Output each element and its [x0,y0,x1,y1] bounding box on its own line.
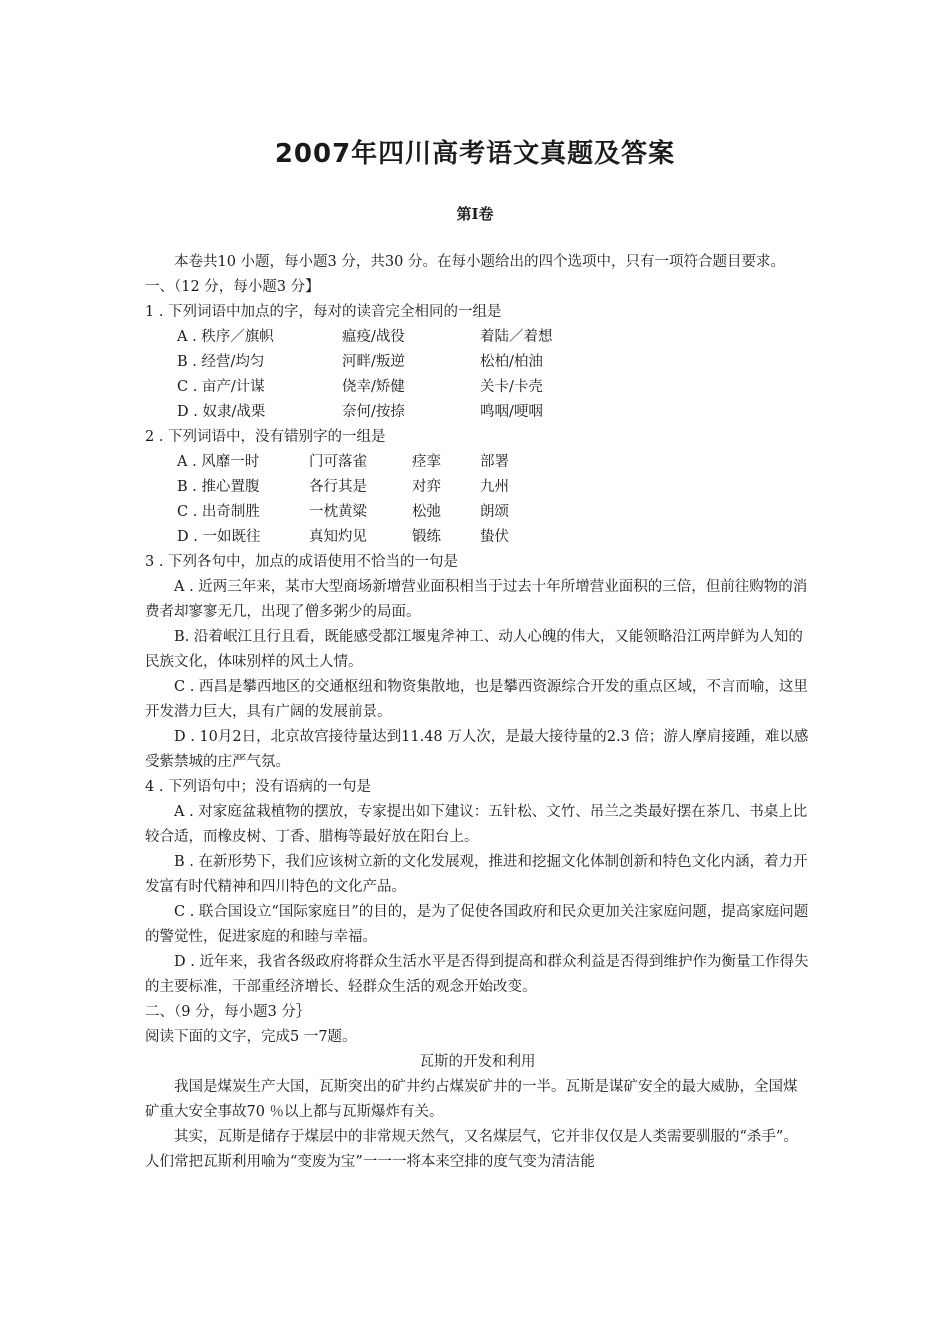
question-3-stem: 3 . 下列各句中，加点的成语使用不恰当的一句是 [145,554,459,570]
passage-paragraph-2: 其实，瓦斯是储存于煤层中的非常规天然气，又名煤层气，它并非仅仅是人类需要驯服的“杀手”。人们常把瓦斯利用喻为“变废为宝”一一一将本来空排的度气变为清洁能 [145,1129,798,1170]
question-4-stem: 4 . 下列语句中；没有语病的一句是 [145,779,372,795]
q2-option-b: B . 推心置腹 各行其是 对弈 九州 [177,479,509,495]
q2-option-c: C . 出奇制胜 一枕黄粱 松弛 朗颂 [177,504,509,520]
doc-body [145,250,810,1175]
passage-paragraph-1: 我国是煤炭生产大国，瓦斯突出的矿井约占煤炭矿井的一半。瓦斯是谋矿安全的最大威胁，全国煤矿重大安全事故70 ％以上都与瓦斯爆炸有关。 [145,1079,798,1120]
q2-option-d: D . 一如既往 真知灼见 锻练 蛰伏 [177,529,509,545]
section-heading-2: 二、（9 分，每小题3 分｝ [145,1004,311,1020]
q1-option-b: B . 经营/均匀 河畔/叛逆 松柏/柏油 [177,354,543,370]
q4-option-b: B . 在新形势下，我们应该树立新的文化发展观，推进和挖掘文化体制创新和特色文化内涵，着力开发富有时代精神和四川特色的文化产品。 [145,854,808,895]
q1-option-a: A . 秩序／旗帜 瘟疫/战役 着陆／着想 [177,329,553,345]
q3-option-a: A . 近两三年来，某市大型商场新增营业面积相当于过去十年所增营业面积的三倍，但前往购物的消费者却寥寥无几，出现了僧多粥少的局面。 [145,579,808,620]
passage-title: 瓦斯的开发和利用 [419,1054,536,1070]
intro-paragraph: 本卷共10 小题，每小题3 分，共30 分。在每小题给出的四个选项中，只有一项符合题目要求。 [174,254,785,270]
q4-option-c: C . 联合国设立“国际家庭日”的目的，是为了促使各国政府和民众更加关注家庭问题，提高家庭问题的警觉性，促进家庭的和睦与幸福。 [145,904,809,945]
volume-heading: 第Ⅰ卷 [456,205,494,223]
question-2-stem: 2 . 下列词语中，没有错别字的一组是 [145,429,386,445]
q3-option-b: B. 沿着岷江且行且看，既能感受都江堰鬼斧神工、动人心魄的伟大，又能领略沿江两岸鲜为人知的民族文化，体味别样的风土人情。 [145,629,803,670]
question-1-stem: 1 . 下列词语中加点的字，每对的读音完全相同的一组是 [145,304,502,320]
q1-option-d: D . 奴隶/战栗 奈何/按捺 鸣咽/哽咽 [177,404,543,420]
q4-option-d: D . 近年来，我省各级政府将群众生活水平是否得到提高和群众利益是否得到维护作为衡量工作得失的主要标准，干部重经济增长、轻群众生活的观念开始改变。 [145,954,809,995]
section-heading-1: 一、（12 分，每小题3 分】 [145,279,320,295]
reading-instruction: 阅读下面的文字，完成5 一7题。 [145,1029,357,1045]
q4-option-a: A . 对家庭盆栽植物的摆放，专家提出如下建议：五针松、文竹、吊兰之类最好摆在茶几、书桌上比较合适，而橡皮树、丁香、腊梅等最好放在阳台上。 [145,804,808,845]
q3-option-c: C . 西昌是攀西地区的交通枢纽和物资集散地，也是攀西资源综合开发的重点区域，不言而喻，这里开发潜力巨大，具有广阔的发展前景。 [145,679,808,720]
q2-option-a: A . 风靡一时 门可落雀 痉挛 部署 [177,454,509,470]
q3-option-d: D . 10月2日，北京故宫接待量达到11.48 万人次，是最大接待量的2.3 倍；游人摩肩接踵，难以感受紫禁城的庄严气氛。 [145,729,809,770]
q1-option-c: C . 亩产/计谋 侥幸/矫健 关卡/卡壳 [177,379,543,395]
doc-title: 2007年四川高考语文真题及答案 [274,139,676,169]
